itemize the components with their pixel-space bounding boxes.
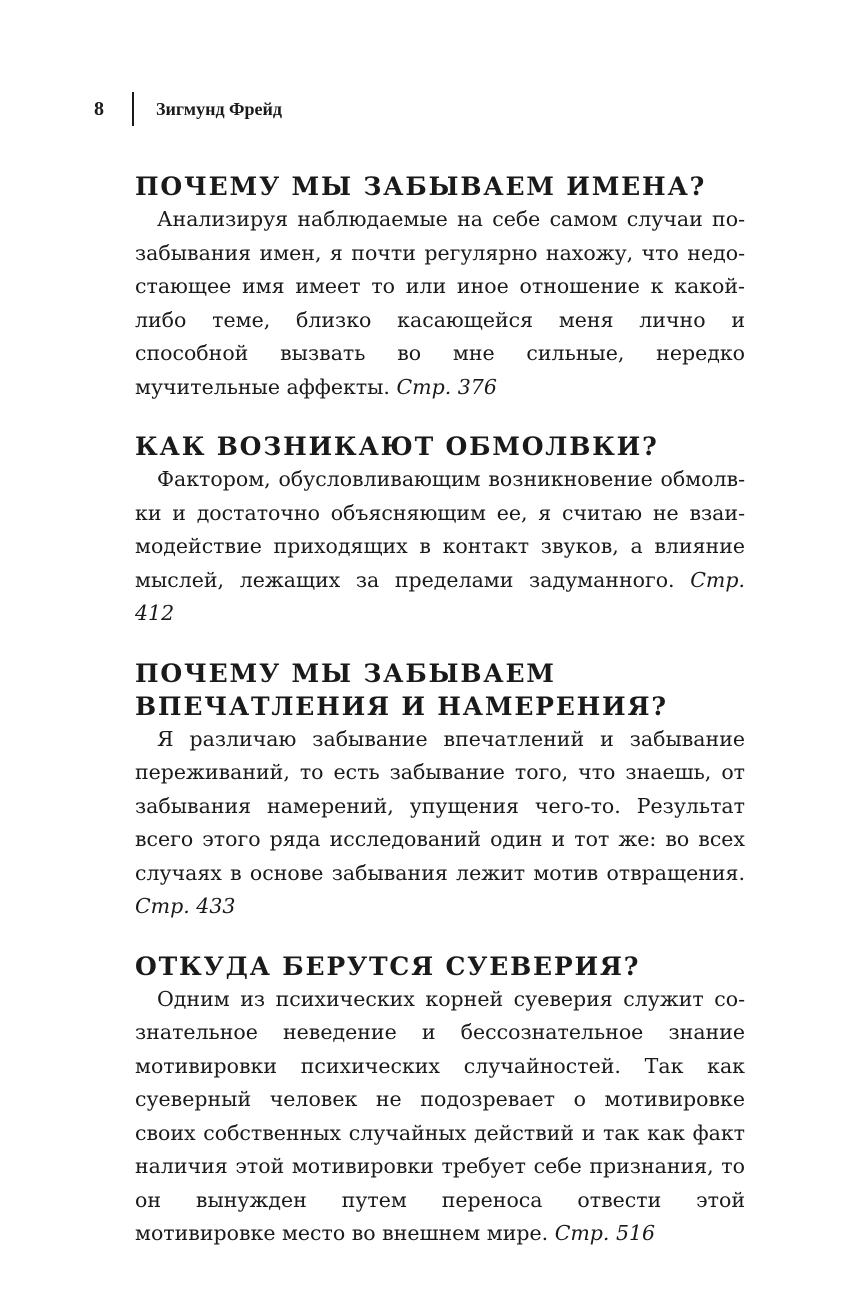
page-reference: Стр. 376 — [396, 374, 497, 399]
section-heading: ПОЧЕМУ МЫ ЗАБЫВАЕМ ВПЕЧАТЛЕНИЯ И НАМЕРЕНИЯ? — [135, 658, 668, 721]
section-heading: КАК ВОЗНИКАЮТ ОБМОЛВКИ? — [135, 432, 659, 461]
running-title: Зигмунд Фрейд — [156, 98, 282, 119]
section-paragraph — [135, 463, 745, 631]
section-forgetting-impressions — [135, 657, 745, 924]
page-number: 8 — [94, 97, 104, 120]
page-reference: Стр. 433 — [135, 894, 236, 918]
header-divider — [132, 92, 134, 126]
page-reference: Стр. 516 — [554, 1221, 656, 1245]
section-paragraph — [135, 203, 745, 404]
section-heading: ПОЧЕМУ МЫ ЗАБЫВАЕМ ИМЕНА? — [135, 172, 707, 201]
section-heading: ОТКУДА БЕРУТСЯ СУЕВЕРИЯ? — [135, 951, 641, 981]
section-forgetting-names — [135, 170, 745, 404]
section-paragraph — [135, 983, 745, 1251]
section-superstitions — [135, 950, 745, 1251]
paragraph-text: Анализируя наблюдаемые на себе самом случаи позабывания имен, я почти регулярно нахожу, что недостающее имя имеет то или иное отношение к какой-либо теме, близко касающейся меня лично и способной вызвать во мне сильные, нередко мучительные аффекты. — [135, 207, 745, 399]
paragraph-text: Фактором, обусловливающим возникновение обмолвки и достаточно объясняющим ее, я считаю не взаимодействие приходящих в контакт звуков, а влияние мыслей, лежащих за пределами задуманного. — [135, 467, 745, 592]
page-reference: Стр. 412 — [135, 567, 745, 625]
paragraph-text: Я различаю забывание впечатлений и забывание переживаний, то есть забывание того, что знаешь, от забывания намерений, упущения чего-то. Результат всего этого ряда исследований один и тот же: во всех случаях в основе забывания лежит мотив отвращения. — [135, 726, 745, 885]
section-paragraph — [135, 723, 745, 924]
page-body — [135, 170, 745, 1277]
running-header — [94, 92, 282, 126]
paragraph-text: Одним из психических корней суеверия служит сознательное неведение и бессознательное знание мотивировки психических случайностей. Так как суеверный человек не подозревает о мотивировке своих собственных случайных действий и так как факт наличия этой мотивировки требует себе признания, то он вынужден путем переноса отвести этой мотивировке место во внешнем мире. — [135, 986, 745, 1245]
section-slips-of-tongue — [135, 430, 745, 631]
